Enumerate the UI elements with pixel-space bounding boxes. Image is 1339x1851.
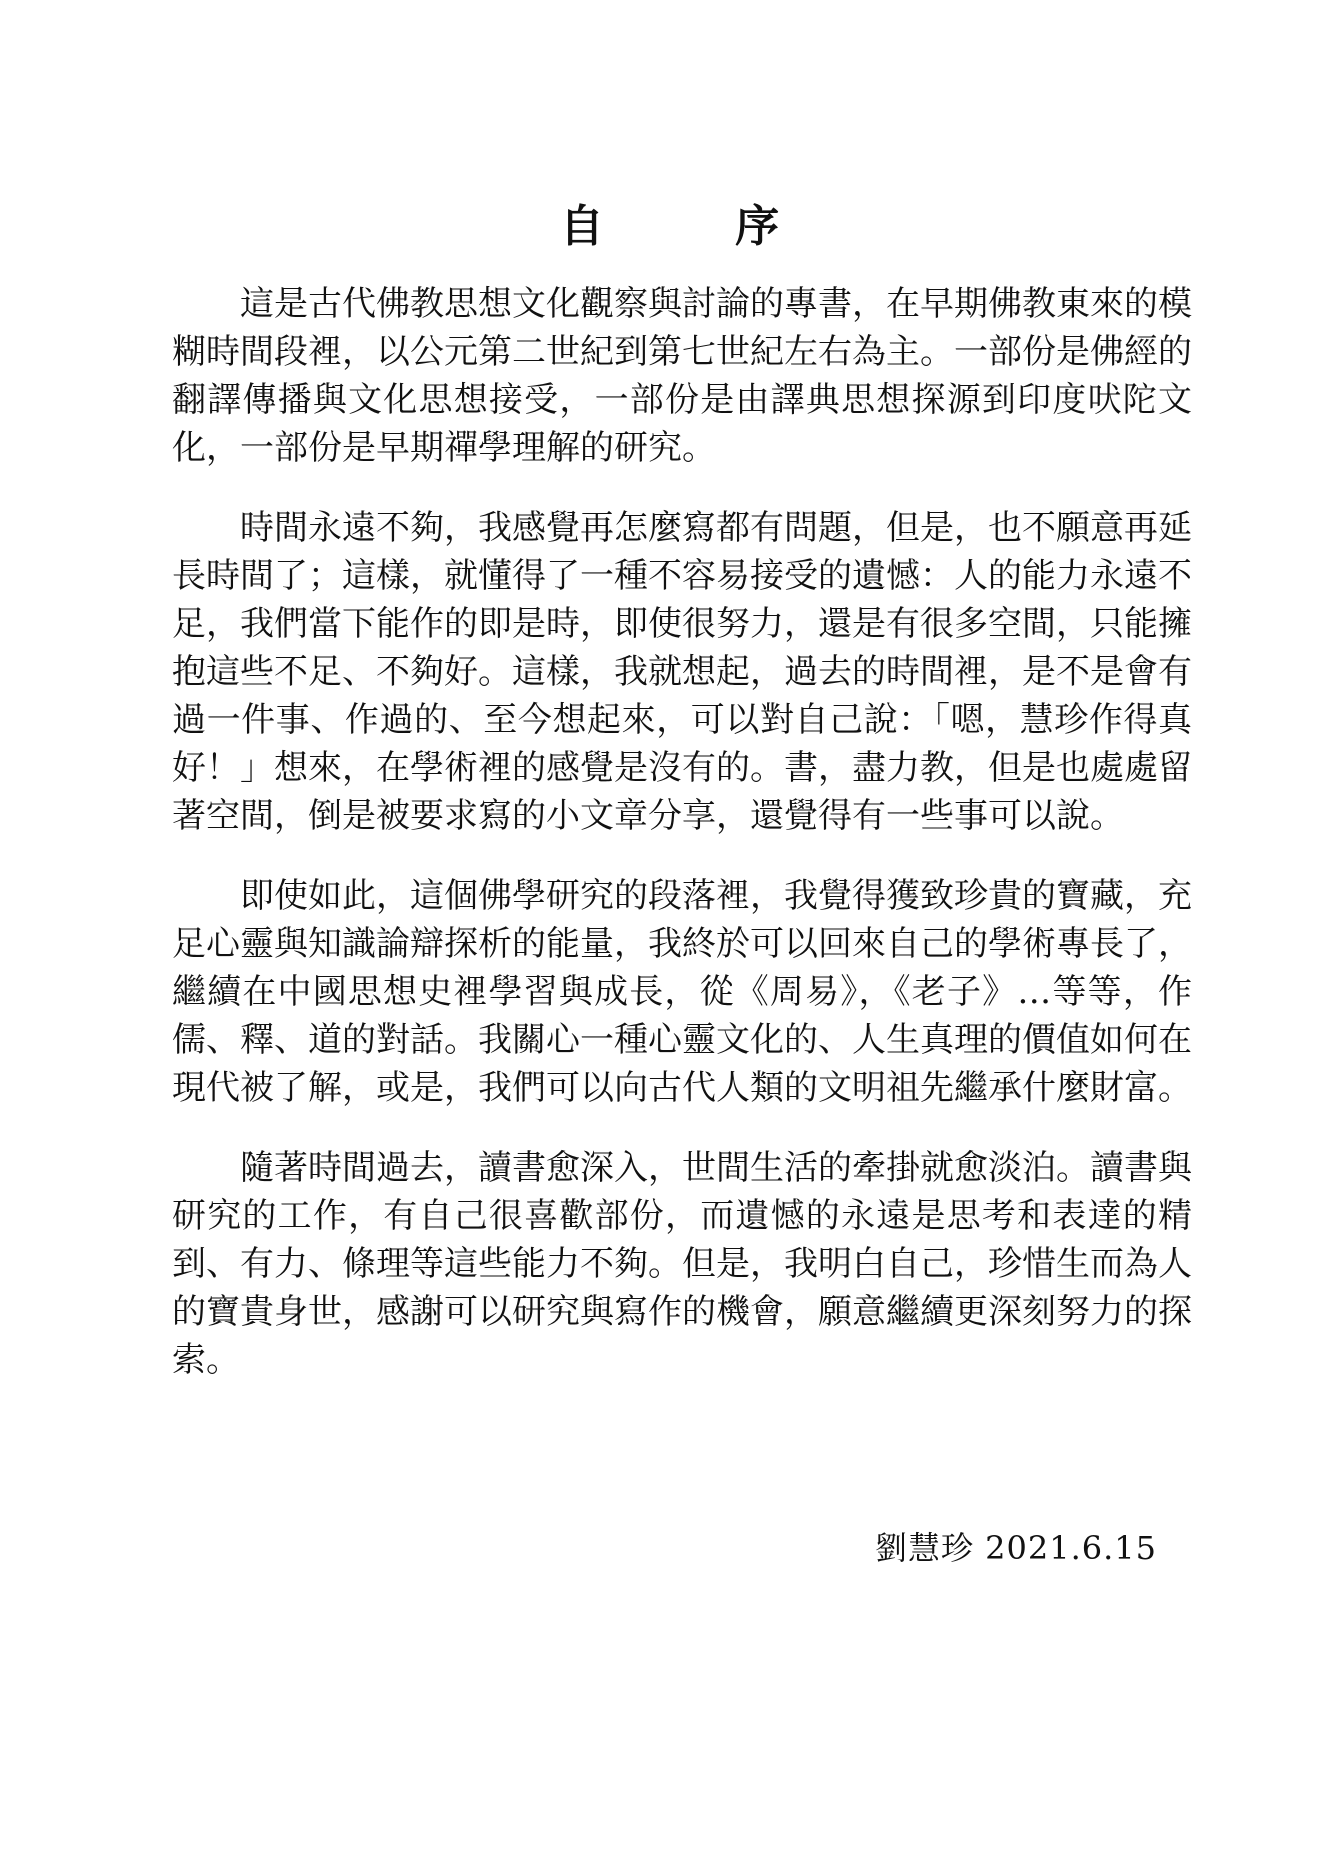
page-title: 自 序 [559, 201, 838, 253]
paragraph-4: 隨著時間過去，讀書愈深入，世間生活的牽掛就愈淡泊。讀書與研究的工作，有自己很喜歡部份，而遺憾的永遠是思考和表達的精到、有力、條理等這些能力不夠。但是，我明白自己，珍惜生而為人的寶貴身世，感謝可以研究與寫作的機會，願意繼續更深刻努力的探索。 [172, 1148, 1192, 1380]
preface-body [172, 280, 1192, 1416]
paragraph-3: 即使如此，這個佛學研究的段落裡，我覺得獲致珍貴的寶藏，充足心靈與知識論辯探析的能量，我終於可以回來自己的學術專長了，繼續在中國思想史裡學習與成長，從《周易》，《老子》…等等，作儒、釋、道的對話。我關心一種心靈文化的、人生真理的價值如何在現代被了解，或是，我們可以向古代人類的文明祖先繼承什麼財富。 [172, 876, 1192, 1108]
author-signature: 劉慧珍 2021.6.15 [874, 1529, 1157, 1567]
paragraph-2: 時間永遠不夠，我感覺再怎麼寫都有問題，但是，也不願意再延長時間了；這樣，就懂得了一種不容易接受的遺憾：人的能力永遠不足，我們當下能作的即是時，即使很努力，還是有很多空間，只能擁抱這些不足、不夠好。這樣，我就想起，過去的時間裡，是不是會有過一件事、作過的、至今想起來，可以對自己說：「嗯，慧珍作得真好！」想來，在學術裡的感覺是沒有的。書，盡力教，但是也處處留著空間，倒是被要求寫的小文章分享，還覺得有一些事可以說。 [172, 508, 1192, 836]
paragraph-1: 這是古代佛教思想文化觀察與討論的專書，在早期佛教東來的模糊時間段裡，以公元第二世紀到第七世紀左右為主。一部份是佛經的翻譯傳播與文化思想接受，一部份是由譯典思想探源到印度吠陀文化，一部份是早期禪學理解的研究。 [172, 284, 1192, 468]
